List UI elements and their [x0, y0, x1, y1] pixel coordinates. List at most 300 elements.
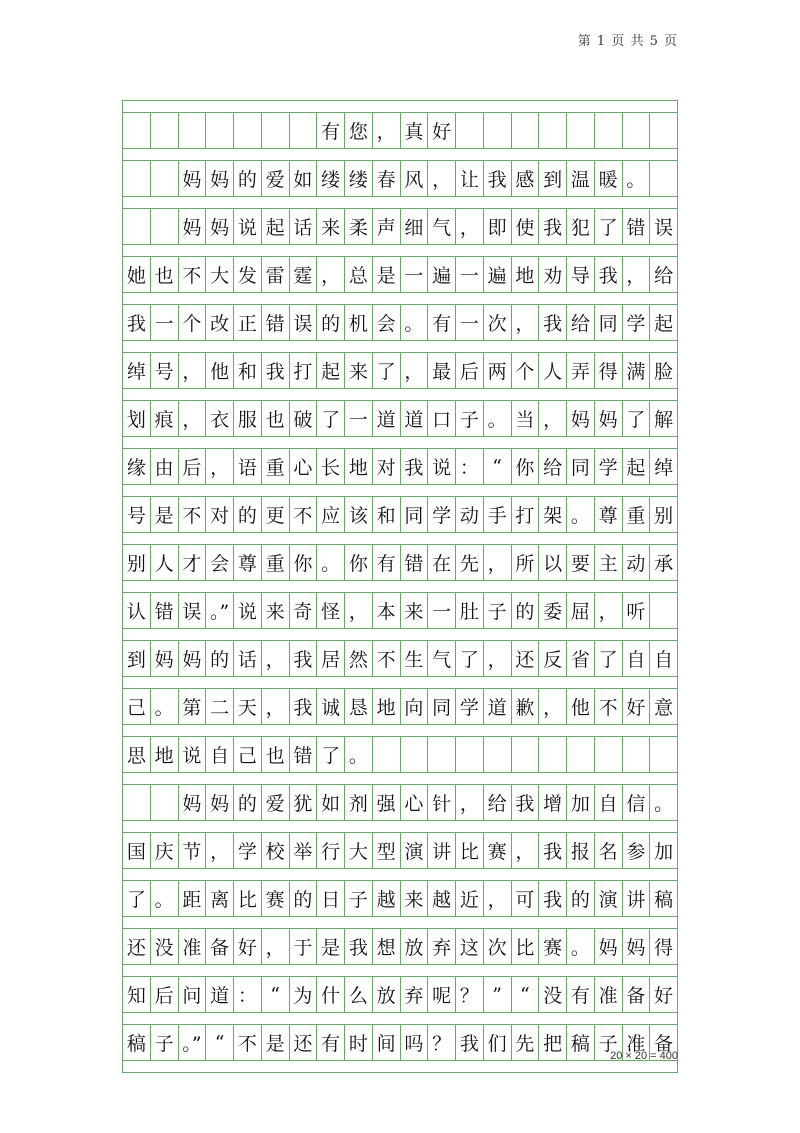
grid-cell: 为: [290, 977, 318, 1012]
grid-cell: 我: [123, 305, 151, 340]
grid-cell: 先: [512, 1025, 540, 1060]
grid-cell: ，: [539, 401, 567, 436]
grid-cell: 。: [623, 161, 651, 196]
grid-cell: ，: [484, 545, 512, 580]
grid-cell: 满: [623, 353, 651, 388]
grid-cell: 的: [512, 593, 540, 628]
grid-cell: 生: [401, 641, 429, 676]
grid-cell: 感: [512, 161, 540, 196]
grid-cell: 了: [317, 401, 345, 436]
grid-cell: 一: [401, 257, 429, 292]
grid-cell: 妈: [206, 785, 234, 820]
grid-cell: 妈: [179, 641, 207, 676]
grid-cell: 我: [290, 641, 318, 676]
grid-cell: 学: [456, 689, 484, 724]
grid-cell: 己: [234, 737, 262, 772]
grid-cell: ，: [206, 833, 234, 868]
grid-cell: 是: [373, 257, 401, 292]
grid-cell: 遍: [428, 257, 456, 292]
page-number-info: 第 1 页 共 5 页: [577, 34, 678, 49]
grid-cell: 妈: [179, 785, 207, 820]
grid-row: [123, 149, 677, 197]
grid-cell: 温: [567, 161, 595, 196]
grid-cell: 稿: [123, 1025, 151, 1060]
grid-cell: 不: [179, 497, 207, 532]
grid-cell: 你: [345, 545, 373, 580]
grid-cell: 也: [262, 401, 290, 436]
grid-cell: 讲: [623, 881, 651, 916]
grid-cell: 学: [595, 449, 623, 484]
grid-cell: 向: [401, 689, 429, 724]
grid-cell: 准: [179, 929, 207, 964]
row-spacer: [123, 965, 677, 977]
grid-cell: 准: [623, 1025, 651, 1060]
grid-cell: 好: [623, 689, 651, 724]
grid-cell: 节: [179, 833, 207, 868]
grid-cell: 了: [317, 737, 345, 772]
grid-cell: ，: [262, 689, 290, 724]
grid-cell: 认: [123, 593, 151, 628]
grid-cell: 知: [123, 977, 151, 1012]
grid-cell: 。”: [179, 1025, 207, 1060]
grid-cell: 地: [373, 689, 401, 724]
grid-cell: 会: [373, 305, 401, 340]
grid-cell: 是: [317, 929, 345, 964]
grid-cell: 发: [234, 257, 262, 292]
grid-cell: 错: [262, 305, 290, 340]
grid-cell: [650, 593, 677, 628]
grid-cell: 承: [654, 553, 674, 575]
grid-row: [123, 293, 677, 341]
row-spacer: [123, 725, 677, 737]
grid-cell: [567, 737, 595, 772]
grid-cell: 地: [512, 257, 540, 292]
grid-cell: 弃: [428, 929, 456, 964]
grid-cell: 你: [290, 545, 318, 580]
grid-cell: 。: [151, 689, 179, 724]
grid-cell: 同: [595, 305, 623, 340]
grid-cell: 了: [373, 353, 401, 388]
grid-cell: 准: [595, 977, 623, 1012]
grid-cell: 自: [595, 785, 623, 820]
grid-cell: 名: [595, 833, 623, 868]
grid-cell: 不: [595, 689, 623, 724]
grid-cell: 赛: [539, 929, 567, 964]
grid-cell: 有: [373, 545, 401, 580]
grid-cell: 手: [484, 497, 512, 532]
grid-cell: 了: [123, 881, 151, 916]
grid-cell: 子: [595, 1025, 623, 1060]
grid-cell: 也: [151, 257, 179, 292]
grid-cell: [650, 161, 677, 196]
grid-cell: 赛: [484, 833, 512, 868]
grid-cell: 有: [317, 1025, 345, 1060]
grid-cell: 的: [317, 305, 345, 340]
grid-cell: 主: [595, 545, 623, 580]
grid-cell: 爱: [262, 161, 290, 196]
grid-cell: [623, 737, 651, 772]
grid-cell: [484, 113, 512, 148]
grid-cell: 人: [151, 545, 179, 580]
row-cells: [123, 305, 677, 341]
grid-cell: ，: [484, 641, 512, 676]
grid-cell: 说: [428, 449, 456, 484]
grid-cell: 更: [262, 497, 290, 532]
grid-cell: 委: [539, 593, 567, 628]
grid-cell: 思: [123, 737, 151, 772]
grid-cell: 春: [373, 161, 401, 196]
grid-cell: 是: [151, 497, 179, 532]
grid-cell: 什: [317, 977, 345, 1012]
grid-cell: 到: [123, 641, 151, 676]
grid-cell: 暖: [595, 161, 623, 196]
grid-cell: 我: [595, 257, 623, 292]
grid-cell: 也: [262, 737, 290, 772]
grid-cell: 问: [179, 977, 207, 1012]
grid-cell: 我: [290, 689, 318, 724]
grid-cell: 备: [654, 1033, 674, 1055]
grid-cell: 好: [428, 113, 456, 148]
grid-cell: ，: [262, 929, 290, 964]
grid-cell: 近: [456, 881, 484, 916]
grid-cell: 得: [595, 353, 623, 388]
row-spacer: [123, 773, 677, 785]
grid-cell: 大: [206, 257, 234, 292]
grid-cell: 霆: [290, 257, 318, 292]
grid-row: [123, 629, 677, 677]
grid-cell: 使: [512, 209, 540, 244]
grid-cell: 你: [512, 449, 540, 484]
grid-cell: [512, 113, 540, 148]
grid-cell: 口: [428, 401, 456, 436]
grid-cell: ，: [179, 353, 207, 388]
grid-cell: 的: [567, 881, 595, 916]
grid-cell: 错: [290, 737, 318, 772]
grid-cell: [484, 737, 512, 772]
grid-cell: 第: [179, 689, 207, 724]
grid-cell: [290, 113, 318, 148]
grid-cell: 肚: [456, 593, 484, 628]
grid-cell: 子: [151, 1025, 179, 1060]
grid-cell: 了: [595, 209, 623, 244]
grid-cell: ？: [428, 1025, 456, 1060]
grid-cell: ，: [456, 785, 484, 820]
grid-cell: 子: [345, 881, 373, 916]
grid-row: [123, 725, 677, 773]
grid-cell: 给: [484, 785, 512, 820]
grid-cell: 划: [123, 401, 151, 436]
grid-cell: 声: [373, 209, 401, 244]
grid-cell: [123, 161, 151, 196]
grid-cell: 在: [428, 545, 456, 580]
grid-cell: 时: [345, 1025, 373, 1060]
grid-cell: 加: [567, 785, 595, 820]
grid-cell: 剂: [345, 785, 373, 820]
grid-cell: [151, 209, 179, 244]
grid-cell: ，: [595, 593, 623, 628]
grid-cell: 一: [456, 305, 484, 340]
grid-cell: ，: [401, 353, 429, 388]
grid-cell: 导: [567, 257, 595, 292]
grid-row: [123, 677, 677, 725]
grid-cell: 得: [654, 937, 674, 959]
grid-row: [123, 245, 677, 293]
grid-cell: 后: [456, 353, 484, 388]
grid-cell: 好: [234, 929, 262, 964]
grid-cell: 恳: [345, 689, 373, 724]
row-cells: [123, 785, 677, 821]
grid-cell: 别: [654, 505, 674, 527]
grid-cell: [456, 113, 484, 148]
grid-cell: 有: [317, 113, 345, 148]
grid-cell: 尊: [234, 545, 262, 580]
grid-cell: 先: [456, 545, 484, 580]
grid-cell: 解: [654, 409, 674, 431]
row-cells: [123, 209, 677, 245]
grid-cell: 了: [623, 401, 651, 436]
grid-cell: [539, 113, 567, 148]
grid-cell: 语: [234, 449, 262, 484]
row-cells: [123, 257, 677, 293]
grid-cell: 柔: [345, 209, 373, 244]
grid-cell: 比: [456, 833, 484, 868]
row-spacer: [123, 869, 677, 881]
grid-cell: 离: [206, 881, 234, 916]
grid-cell: 还: [512, 641, 540, 676]
grid-cell: 的: [234, 161, 262, 196]
row-cells: [123, 593, 677, 629]
grid-cell: 起: [623, 449, 651, 484]
grid-cell: [206, 113, 234, 148]
grid-cell: 后: [151, 977, 179, 1012]
grid-cell: 备: [206, 929, 234, 964]
row-cells: [123, 689, 677, 725]
grid-cell: 天: [234, 689, 262, 724]
grid-cell: 好: [654, 985, 674, 1007]
row-spacer: [123, 629, 677, 641]
row-cells: [123, 641, 677, 677]
grid-cell: 人: [539, 353, 567, 388]
grid-cell: 破: [290, 401, 318, 436]
grid-cell: 行: [317, 833, 345, 868]
grid-cell: “: [206, 1025, 234, 1060]
grid-cell: 妈: [206, 161, 234, 196]
grid-cell: 机: [345, 305, 373, 340]
grid-cell: 学: [428, 497, 456, 532]
grid-cell: 道: [484, 689, 512, 724]
grid-row: [123, 821, 677, 869]
grid-cell: [567, 113, 595, 148]
grid-cell: 绰: [654, 457, 674, 479]
grid-cell: 错: [623, 209, 651, 244]
grid-cell: 么: [345, 977, 373, 1012]
grid-cell: 一: [151, 305, 179, 340]
grid-cell: 把: [539, 1025, 567, 1060]
grid-cell: 想: [373, 929, 401, 964]
grid-cell: 越: [373, 881, 401, 916]
grid-cell: 爱: [262, 785, 290, 820]
grid-cell: 我: [262, 353, 290, 388]
grid-cell: 我: [456, 1025, 484, 1060]
row-cells: [123, 833, 677, 869]
grid-cell: 雷: [262, 257, 290, 292]
grid-cell: 妈: [206, 209, 234, 244]
grid-cell: ，: [539, 689, 567, 724]
grid-cell: 两: [484, 353, 512, 388]
row-cells: [123, 449, 677, 485]
grid-cell: [262, 113, 290, 148]
grid-cell: 我: [512, 785, 540, 820]
grid-cell: ？: [456, 977, 484, 1012]
grid-cell: 地: [345, 449, 373, 484]
grid-cell: 气: [428, 641, 456, 676]
grid-cell: 当: [512, 401, 540, 436]
row-spacer: [123, 1013, 677, 1025]
grid-cell: 是: [262, 1025, 290, 1060]
grid-cell: 服: [234, 401, 262, 436]
row-cells: [123, 497, 677, 533]
grid-cell: 话: [290, 209, 318, 244]
grid-cell: [151, 113, 179, 148]
grid-cell: 和: [373, 497, 401, 532]
grid-cell: 以: [539, 545, 567, 580]
grid-cell: ：: [456, 449, 484, 484]
grid-cell: 讲: [428, 833, 456, 868]
grid-cell: ，: [345, 593, 373, 628]
grid-cell: 。: [317, 545, 345, 580]
grid-cell: 总: [345, 257, 373, 292]
grid-cell: 我: [539, 833, 567, 868]
grid-cell: 对: [373, 449, 401, 484]
grid-cell: 别: [123, 545, 151, 580]
grid-cell: 缕: [317, 161, 345, 196]
grid-cell: 妈: [567, 401, 595, 436]
row-spacer: [123, 101, 677, 113]
grid-cell: 增: [539, 785, 567, 820]
grid-cell: 来: [401, 593, 429, 628]
grid-cell: 妈: [595, 401, 623, 436]
grid-row: [123, 341, 677, 389]
grid-cell: 型: [373, 833, 401, 868]
grid-cell: 间: [373, 1025, 401, 1060]
grid-cell: 有: [428, 305, 456, 340]
grid-cell: 如: [290, 161, 318, 196]
grid-row: [123, 437, 677, 485]
row-cells: [123, 401, 677, 437]
grid-cell: 脸: [654, 361, 674, 383]
grid-cell: 不: [179, 257, 207, 292]
grid-cell: [595, 737, 623, 772]
grid-cell: 痕: [151, 401, 179, 436]
grid-cell: 一: [345, 401, 373, 436]
grid-cell: 该: [345, 497, 373, 532]
grid-cell: 妈: [623, 929, 651, 964]
grid-cell: [179, 113, 207, 148]
grid-cell: 不: [290, 497, 318, 532]
grid-cell: 不: [373, 641, 401, 676]
grid-cell: 不: [234, 1025, 262, 1060]
grid-cell: 稿: [654, 889, 674, 911]
grid-cell: 国: [123, 833, 151, 868]
row-cells: [123, 977, 677, 1013]
grid-cell: 。: [567, 929, 595, 964]
grid-cell: ：: [234, 977, 262, 1012]
grid-cell: 会: [206, 545, 234, 580]
grid-cell: 。: [401, 305, 429, 340]
grid-row: [123, 1013, 677, 1061]
grid-cell: 了: [456, 641, 484, 676]
grid-cell: 放: [373, 977, 401, 1012]
grid-cell: 给: [567, 305, 595, 340]
grid-cell: 心: [401, 785, 429, 820]
grid-cell: 诚: [317, 689, 345, 724]
grid-cell: 真: [401, 113, 429, 148]
grid-row: [123, 917, 677, 965]
grid-cell: 最: [428, 353, 456, 388]
grid-cell: 次: [484, 929, 512, 964]
row-spacer: [123, 581, 677, 593]
grid-cell: 我: [539, 881, 567, 916]
grid-cell: 。: [484, 401, 512, 436]
row-spacer: [123, 533, 677, 545]
grid-cell: [373, 737, 401, 772]
grid-cell: [539, 737, 567, 772]
composition-grid: [122, 100, 678, 1073]
grid-cell: 衣: [206, 401, 234, 436]
grid-cell: 居: [317, 641, 345, 676]
grid-cell: 重: [262, 545, 290, 580]
grid-cell: 才: [179, 545, 207, 580]
grid-cell: 尊: [595, 497, 623, 532]
grid-cell: 话: [234, 641, 262, 676]
grid-cell: 屈: [567, 593, 595, 628]
grid-row: [123, 581, 677, 629]
grid-cell: 可: [512, 881, 540, 916]
grid-cell: 错: [151, 593, 179, 628]
grid-cell: 我: [345, 929, 373, 964]
grid-cell: 反: [539, 641, 567, 676]
grid-cell: 误: [654, 217, 674, 239]
grid-cell: 妈: [151, 641, 179, 676]
row-cells: [123, 1025, 677, 1061]
grid-cell: 后: [179, 449, 207, 484]
grid-cell: 子: [484, 593, 512, 628]
grid-cell: 到: [539, 161, 567, 196]
grid-cell: ，: [206, 449, 234, 484]
grid-cell: 长: [317, 449, 345, 484]
grid-cell: 放: [401, 929, 429, 964]
grid-cell: 自: [654, 649, 674, 671]
grid-cell: 重: [262, 449, 290, 484]
row-spacer: [123, 197, 677, 209]
row-spacer: [123, 389, 677, 401]
grid-cell: 没: [539, 977, 567, 1012]
grid-cell: 重: [623, 497, 651, 532]
grid-row: [123, 389, 677, 437]
grid-cell: 号: [151, 353, 179, 388]
grid-cell: 听: [623, 593, 651, 628]
row-cells: [123, 161, 677, 197]
grid-cell: 我: [539, 305, 567, 340]
row-spacer: [123, 917, 677, 929]
grid-cell: 学: [623, 305, 651, 340]
grid-cell: [123, 785, 151, 820]
grid-cell: 然: [345, 641, 373, 676]
grid-cell: 动: [623, 545, 651, 580]
row-spacer: [123, 245, 677, 257]
grid-cell: 如: [317, 785, 345, 820]
row-cells: [123, 113, 677, 149]
